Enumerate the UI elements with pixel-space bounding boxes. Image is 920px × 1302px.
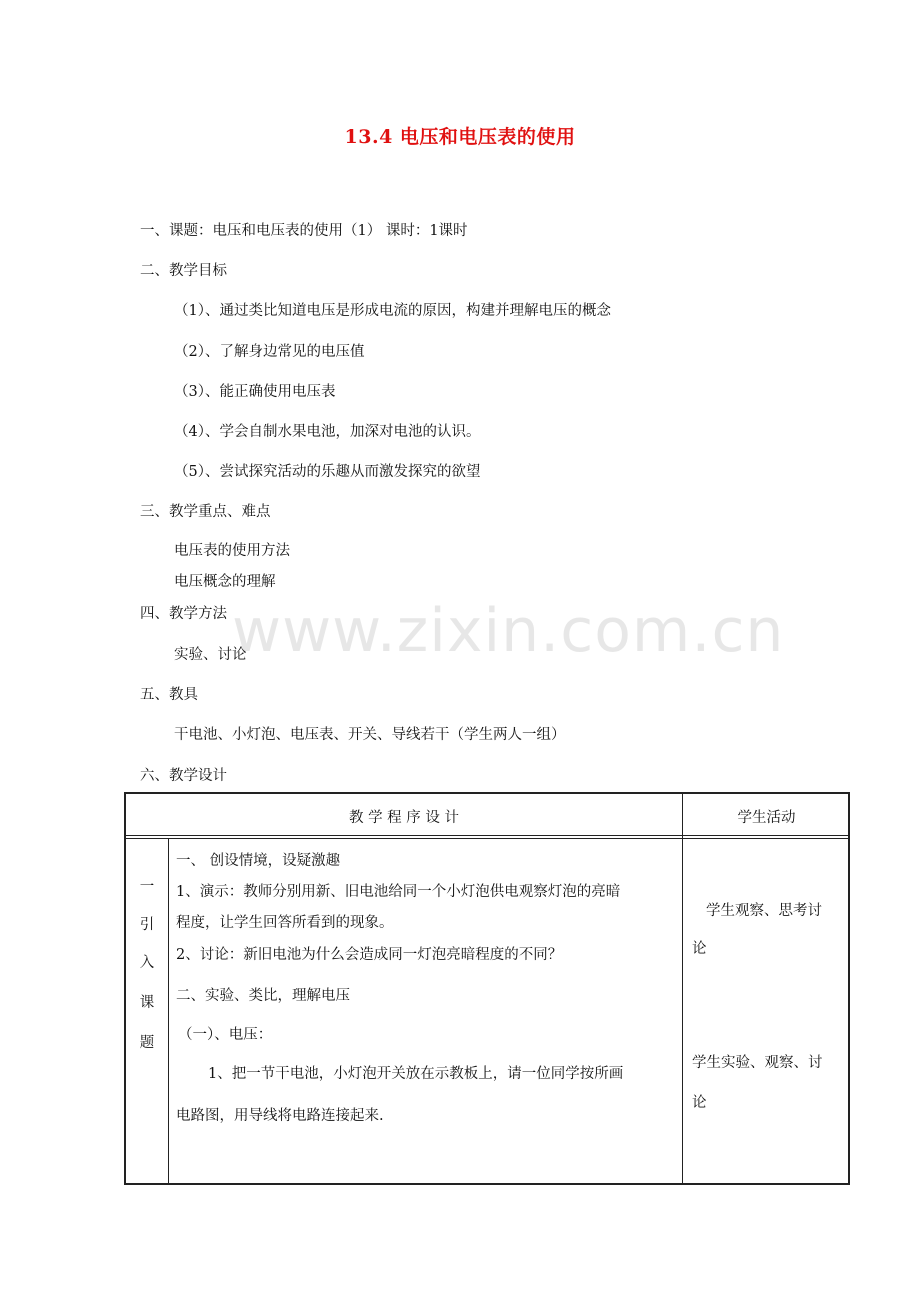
content-line: 二、实验、类比，理解电压 bbox=[176, 988, 350, 1004]
header-design: 教 学 程 序 设 计 bbox=[348, 810, 460, 826]
watermark: www.zixin.com.cn bbox=[232, 596, 785, 666]
content-line: 一、 创设情境，设疑激趣 bbox=[176, 853, 341, 869]
activity-text: 论 bbox=[692, 1095, 707, 1111]
content-line: 程度，让学生回答所看到的现象。 bbox=[176, 915, 394, 931]
goal-item: （5）、尝试探究活动的乐趣从而激发探究的欲望 bbox=[174, 464, 481, 480]
design-table bbox=[124, 792, 850, 1185]
side-label-char: 一 bbox=[139, 879, 155, 895]
section-key-heading: 三、教学重点、难点 bbox=[140, 504, 271, 520]
activity-text: 学生观察、思考讨 bbox=[706, 903, 822, 919]
goal-item: （4）、学会自制水果电池，加深对电池的认识。 bbox=[174, 424, 481, 440]
section-goals-heading: 二、教学目标 bbox=[140, 263, 227, 279]
side-column-divider bbox=[168, 838, 169, 1183]
side-label-char: 题 bbox=[139, 1035, 155, 1051]
content-line: 电路图，用导线将电路连接起来. bbox=[176, 1108, 384, 1124]
goal-item: （2）、了解身边常见的电压值 bbox=[174, 344, 365, 360]
header-divider bbox=[126, 838, 848, 839]
content-line: 1、把一节干电池，小灯泡开关放在示教板上，请一位同学按所画 bbox=[208, 1066, 624, 1082]
side-label-char: 入 bbox=[139, 955, 155, 971]
section-topic: 一、课题：电压和电压表的使用（1） 课时：1课时 bbox=[140, 223, 468, 239]
key-point: 电压概念的理解 bbox=[174, 574, 276, 590]
content-line: 1、演示：教师分别用新、旧电池给同一个小灯泡供电观察灯泡的亮暗 bbox=[176, 884, 621, 900]
activity-text: 学生实验、观察、讨 bbox=[692, 1055, 823, 1071]
side-label-char: 课 bbox=[139, 995, 155, 1011]
side-label-char: 引 bbox=[139, 917, 155, 933]
section-tools-heading: 五、教具 bbox=[140, 687, 198, 703]
header-divider bbox=[126, 835, 848, 836]
method-text: 实验、讨论 bbox=[174, 647, 247, 663]
document-title: 13.4 电压和电压表的使用 bbox=[344, 126, 576, 148]
activity-text: 论 bbox=[692, 941, 707, 957]
section-design-heading: 六、教学设计 bbox=[140, 768, 227, 784]
goal-item: （3）、能正确使用电压表 bbox=[174, 384, 336, 400]
section-method-heading: 四、教学方法 bbox=[140, 606, 227, 622]
content-line: （一）、电压： bbox=[178, 1027, 273, 1043]
content-line: 2、讨论：新旧电池为什么会造成同一灯泡亮暗程度的不同？ bbox=[176, 947, 563, 963]
tools-text: 干电池、小灯泡、电压表、开关、导线若干（学生两人一组） bbox=[174, 727, 566, 743]
header-activity: 学生活动 bbox=[737, 810, 796, 826]
goal-item: （1）、通过类比知道电压是形成电流的原因，构建并理解电压的概念 bbox=[174, 303, 611, 319]
key-point: 电压表的使用方法 bbox=[174, 543, 290, 559]
column-divider bbox=[682, 794, 683, 1183]
